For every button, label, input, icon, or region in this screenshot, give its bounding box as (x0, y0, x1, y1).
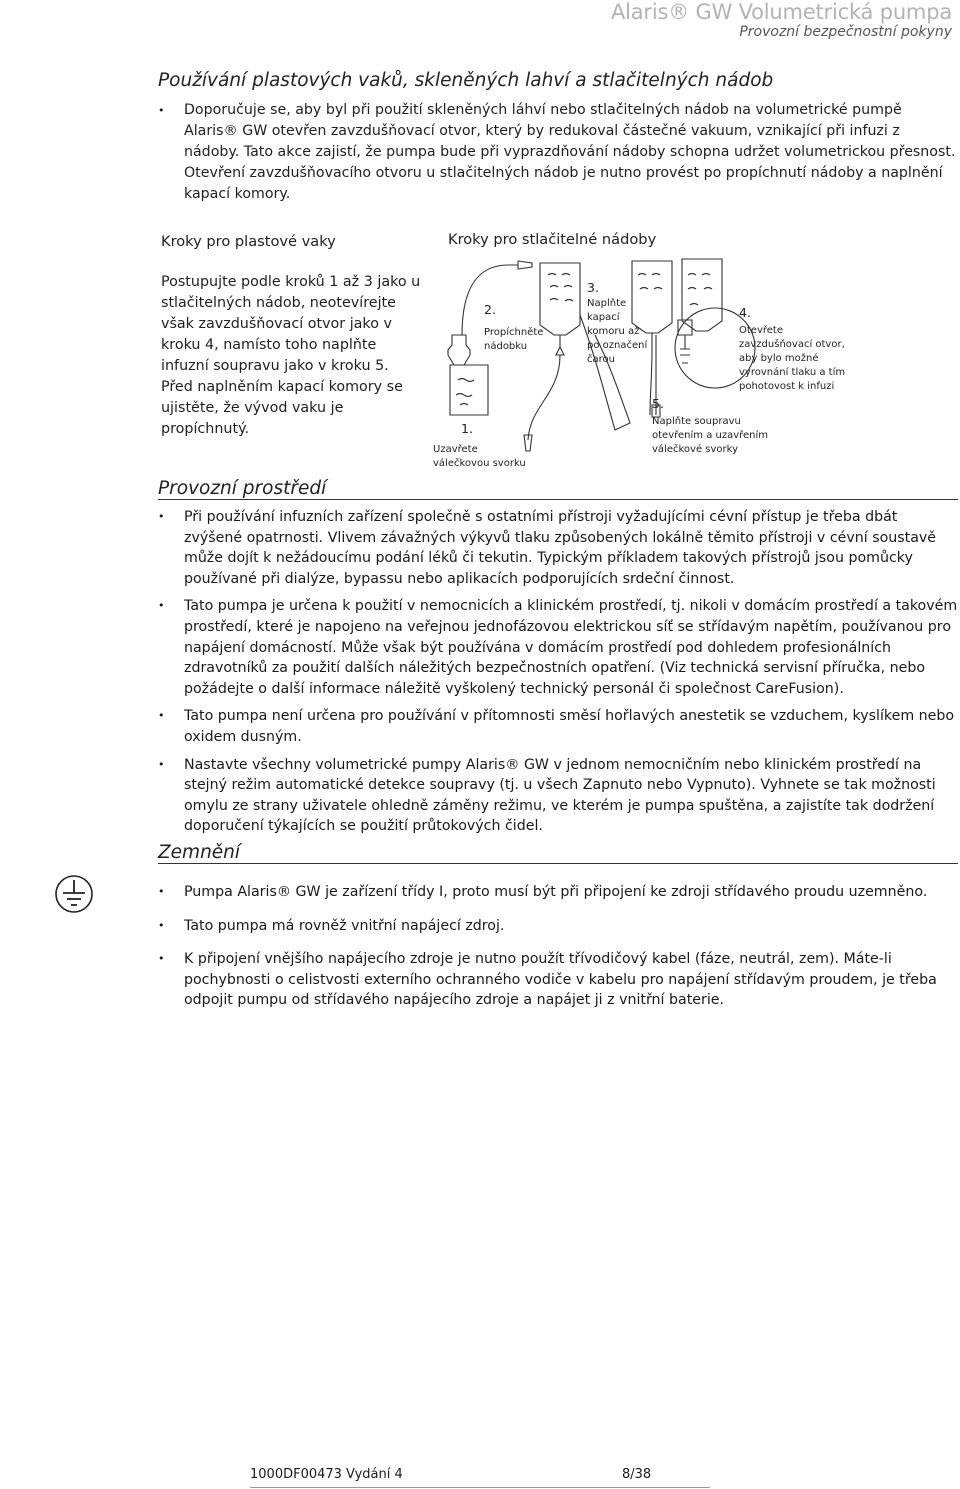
step1-spike (518, 261, 532, 269)
bullet-item: • K připojení vnějšího napájecího zdroje je nutno použít třívodičový kabel (fáze, neutrál, zem). Máte-li pochybnosti o celistvosti externího ochranného vodiče v kabelu pro napájení střídavým proudem, je třeba odpojit pumpu od střídavého napájecího zdroje a napájet ji z vnitřní baterie. (158, 949, 958, 1011)
compressible-heading: Kroky pro stlačitelné nádoby (448, 231, 657, 248)
step3-number: 3. (587, 280, 599, 295)
step4-number: 4. (739, 305, 751, 320)
step3-text-line1: Naplňte (587, 298, 627, 309)
step1-text-line2: válečkovou svorku (433, 458, 526, 469)
step4-text-line5: pohotovost k infuzi (739, 381, 835, 392)
step5-text-line2: otevřením a uzavřením (652, 430, 769, 441)
step2-text-line2: nádobku (484, 341, 528, 352)
steps-illustration (420, 255, 960, 475)
step4-text-line4: vyrovnání tlaku a tím (739, 367, 846, 378)
document-subtitle: Provozní bezpečnostní pokyny (739, 24, 952, 40)
section1-bullet-list (158, 100, 958, 205)
step1-container (448, 335, 470, 365)
step4-text-line3: aby bylo možné (739, 353, 819, 364)
bullet-item: • Tato pumpa je určena k použití v nemocnicích a klinickém prostředí, tj. nikoli v domácím prostředí a takovém prostředí, které je napojeno na veřejnou jednofázovou elektrickou síť se střídavým napětím, používanou pro napájení domácností. Může však být používána v domácím prostředí pod dohledem profesionálních zdravotníků za použití dalších náležitých bezpečnostních opatření. (Viz technická servisní příručka, nebo požádejte o další informace náležitě vyškolený technický personál či společnost CareFusion). (158, 596, 958, 699)
step2-text-line1: Propíchněte (484, 327, 544, 338)
step2-tubing (528, 355, 560, 440)
section-title-grounding (158, 842, 958, 864)
section-title-environment (158, 478, 958, 500)
bullet-item: • Tato pumpa není určena pro používání v přítomnosti směsí hořlavých anestetik se vzduchem, kyslíkem nebo oxidem dusným. (158, 706, 958, 747)
step3-text-line4: po označení (587, 340, 648, 351)
step2-number: 2. (484, 302, 496, 317)
step3-bottle (632, 261, 672, 333)
step4-text-line1: Otevřete (739, 325, 783, 336)
step3-text-line3: komoru až (587, 326, 640, 337)
step2-spike (556, 335, 564, 355)
plastic-bags-text: Postupujte podle kroků 1 až 3 jako u stlačitelných nádob, neotevírejte však zavzdušňovací otvor jako v kroku 4, namísto toho naplňte infuzní soupravu jako v kroku 5. Před naplněním kapací komory se ujistěte, že vývod vaku je propíchnutý. (161, 274, 421, 437)
section-title-containers: Používání plastových vaků, skleněných lahví a stlačitelných nádob (158, 70, 774, 91)
section2-bullet-list (158, 507, 958, 844)
step4-text-line2: zavzdušňovací otvor, (739, 339, 845, 350)
step1-number: 1. (461, 421, 473, 436)
bullet-item: • Při používání infuzních zařízení společně s ostatními přístroji vyžadujícími cévní přístup je třeba dbát zvýšené opatrnosti. Vlivem závažných výkyvů tlaku způsobených lokálně těmito přístroji v cévní soustavě může dojít k nežádoucímu podání léků či tekutin. Typickým příkladem takových přístrojů jsou pomůcky používané při dialýze, bypassu nebo aplikacích podporujících srdeční činnost. (158, 507, 958, 589)
plastic-bags-heading: Kroky pro plastové vaky (161, 233, 336, 250)
page-number: 8/38 (622, 1467, 652, 1482)
step1-tubing (462, 265, 518, 335)
step1-text-line1: Uzavřete (433, 444, 478, 455)
document-title: Alaris® GW Volumetrická pumpa (610, 0, 952, 24)
bullet-item: • Nastavte všechny volumetrické pumpy Alaris® GW v jednom nemocničním nebo klinickém prostředí na stejný režim automatické detekce soupravy (tj. u všech Zapnuto nebo Vypnuto). Vyhnete se tak možnosti omylu ze strany uživatele ohledně záměny režimu, ve kterém je pumpa spuštěna, a zajistíte tak dodržení doporučení týkajících se použití průtokových čidel. (158, 755, 958, 837)
protective-earth-icon (54, 874, 94, 914)
document-id: 1000DF00473 Vydání 4 (250, 1467, 403, 1482)
bullet-item: • Pumpa Alaris® GW je zařízení třídy I, proto musí být při připojení ke zdroji střídavého proudu uzemněno. (158, 882, 958, 903)
section-title-grounding-text: Zemnění (158, 842, 241, 863)
step5-number: 5. (652, 396, 664, 411)
step3-text-line2: kapací (587, 312, 620, 323)
step2-bottle (540, 263, 580, 335)
footer-divider (250, 1487, 710, 1488)
step5-text-line1: Naplňte soupravu (652, 416, 741, 427)
bullet-item: • Tato pumpa má rovněž vnitřní napájecí zdroj. (158, 916, 958, 937)
step1-bottle (450, 365, 488, 415)
bullet-item: • Doporučuje se, aby byl při použití skleněných láhví nebo stlačitelných nádob na volumetrické pumpě Alaris® GW otevřen zavzdušňovací otvor, který by redukoval částečné vakuum, vznikající při infuzi z nádoby. Tato akce zajistí, že pumpa bude při vyprazdňování nádoby schopna udržet volumetrickou přesnost. Otevření zavzdušňovacího otvoru u stlačitelných nádob je nutno provést po propíchnutí nádoby a naplnění kapací komory. (158, 100, 958, 205)
step3-text-line5: čarou (587, 354, 615, 365)
section-title-environment-text: Provozní prostředí (158, 478, 327, 499)
step5-text-line3: válečkové svorky (652, 444, 738, 455)
section3-bullet-list (158, 882, 958, 1024)
